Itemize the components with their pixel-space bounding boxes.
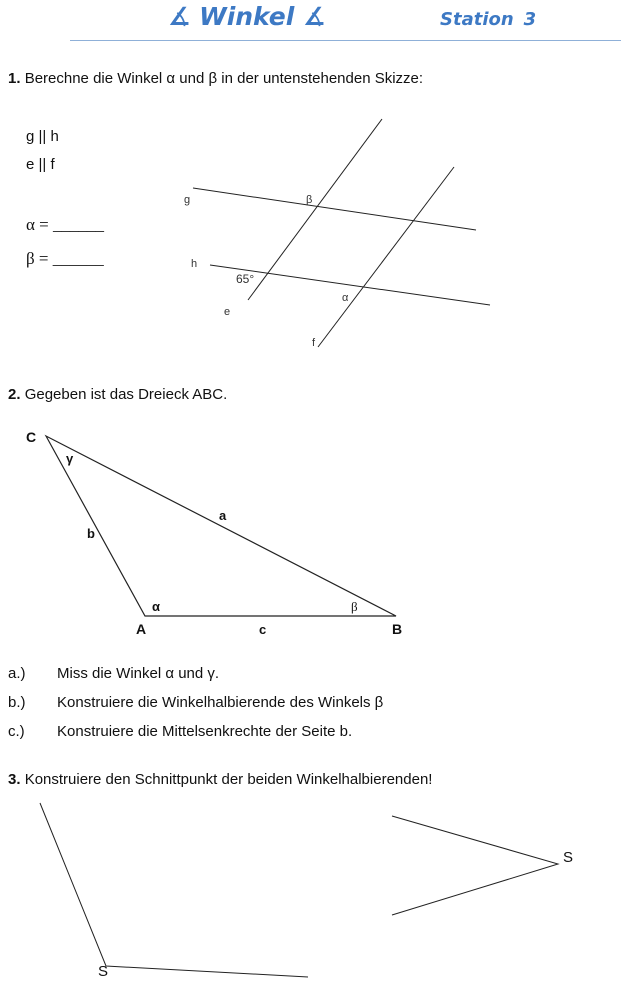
angle-right <box>392 816 558 915</box>
station-number: 3 <box>523 9 537 30</box>
label-f: f <box>312 337 316 349</box>
side-b: b <box>87 526 95 541</box>
task1-figure <box>193 119 490 347</box>
vertex-s-left: S <box>98 963 109 980</box>
angle-left <box>40 803 308 977</box>
vertex-a: A <box>136 621 147 637</box>
label-g: g <box>184 194 191 206</box>
task1-beta-answer: β = ______ <box>26 249 104 268</box>
label-alpha-fig1: α <box>342 292 349 304</box>
task2-text: Gegeben ist das Dreieck ABC. <box>24 386 228 403</box>
side-c: c <box>259 622 267 637</box>
vertex-b: B <box>392 621 403 637</box>
worksheet-title: ∡ Winkel ∡ <box>168 2 326 31</box>
label-h: h <box>191 258 198 270</box>
task1-number: 1. <box>8 70 21 87</box>
angle-alpha: α <box>152 599 160 614</box>
vertex-c: C <box>26 429 37 445</box>
line-f <box>318 167 454 347</box>
label-65-degrees: 65° <box>236 272 255 286</box>
label-beta-fig1: β <box>306 194 313 206</box>
task2-item-b-text: Konstruiere die Winkelhalbierende des Winkels β <box>57 694 384 711</box>
task2-item-c-text: Konstruiere die Mittelsenkrechte der Seite b. <box>57 723 353 740</box>
task2-item-c-marker: c.) <box>8 723 25 740</box>
angle-gamma: γ <box>66 451 74 466</box>
side-a: a <box>219 508 227 523</box>
vertex-s-right: S <box>563 849 574 866</box>
task2-prompt <box>8 386 227 403</box>
task3-figure <box>40 803 558 977</box>
line-e <box>248 119 382 300</box>
task3-prompt <box>8 771 432 788</box>
task2-item-b-marker: b.) <box>8 694 26 711</box>
task1-text: Berechne die Winkel α und β in der untenstehenden Skizze: <box>24 70 424 87</box>
task2-item-a-text: Miss die Winkel α und γ. <box>57 665 220 682</box>
task1-condition-gh: g || h <box>26 128 59 145</box>
triangle-abc <box>46 436 396 616</box>
task2-triangle <box>46 436 396 616</box>
task2-number: 2. <box>8 386 21 403</box>
task1-alpha-answer: α = ______ <box>26 215 104 234</box>
task3-text: Konstruiere den Schnittpunkt der beiden Winkelhalbierenden! <box>24 771 433 788</box>
angle-beta: β <box>351 599 358 614</box>
task3-number: 3. <box>8 771 21 788</box>
label-e: e <box>224 306 231 318</box>
task1-condition-ef: e || f <box>26 156 55 173</box>
task2-item-a-marker: a.) <box>8 665 26 682</box>
station-label: Station <box>440 9 514 30</box>
